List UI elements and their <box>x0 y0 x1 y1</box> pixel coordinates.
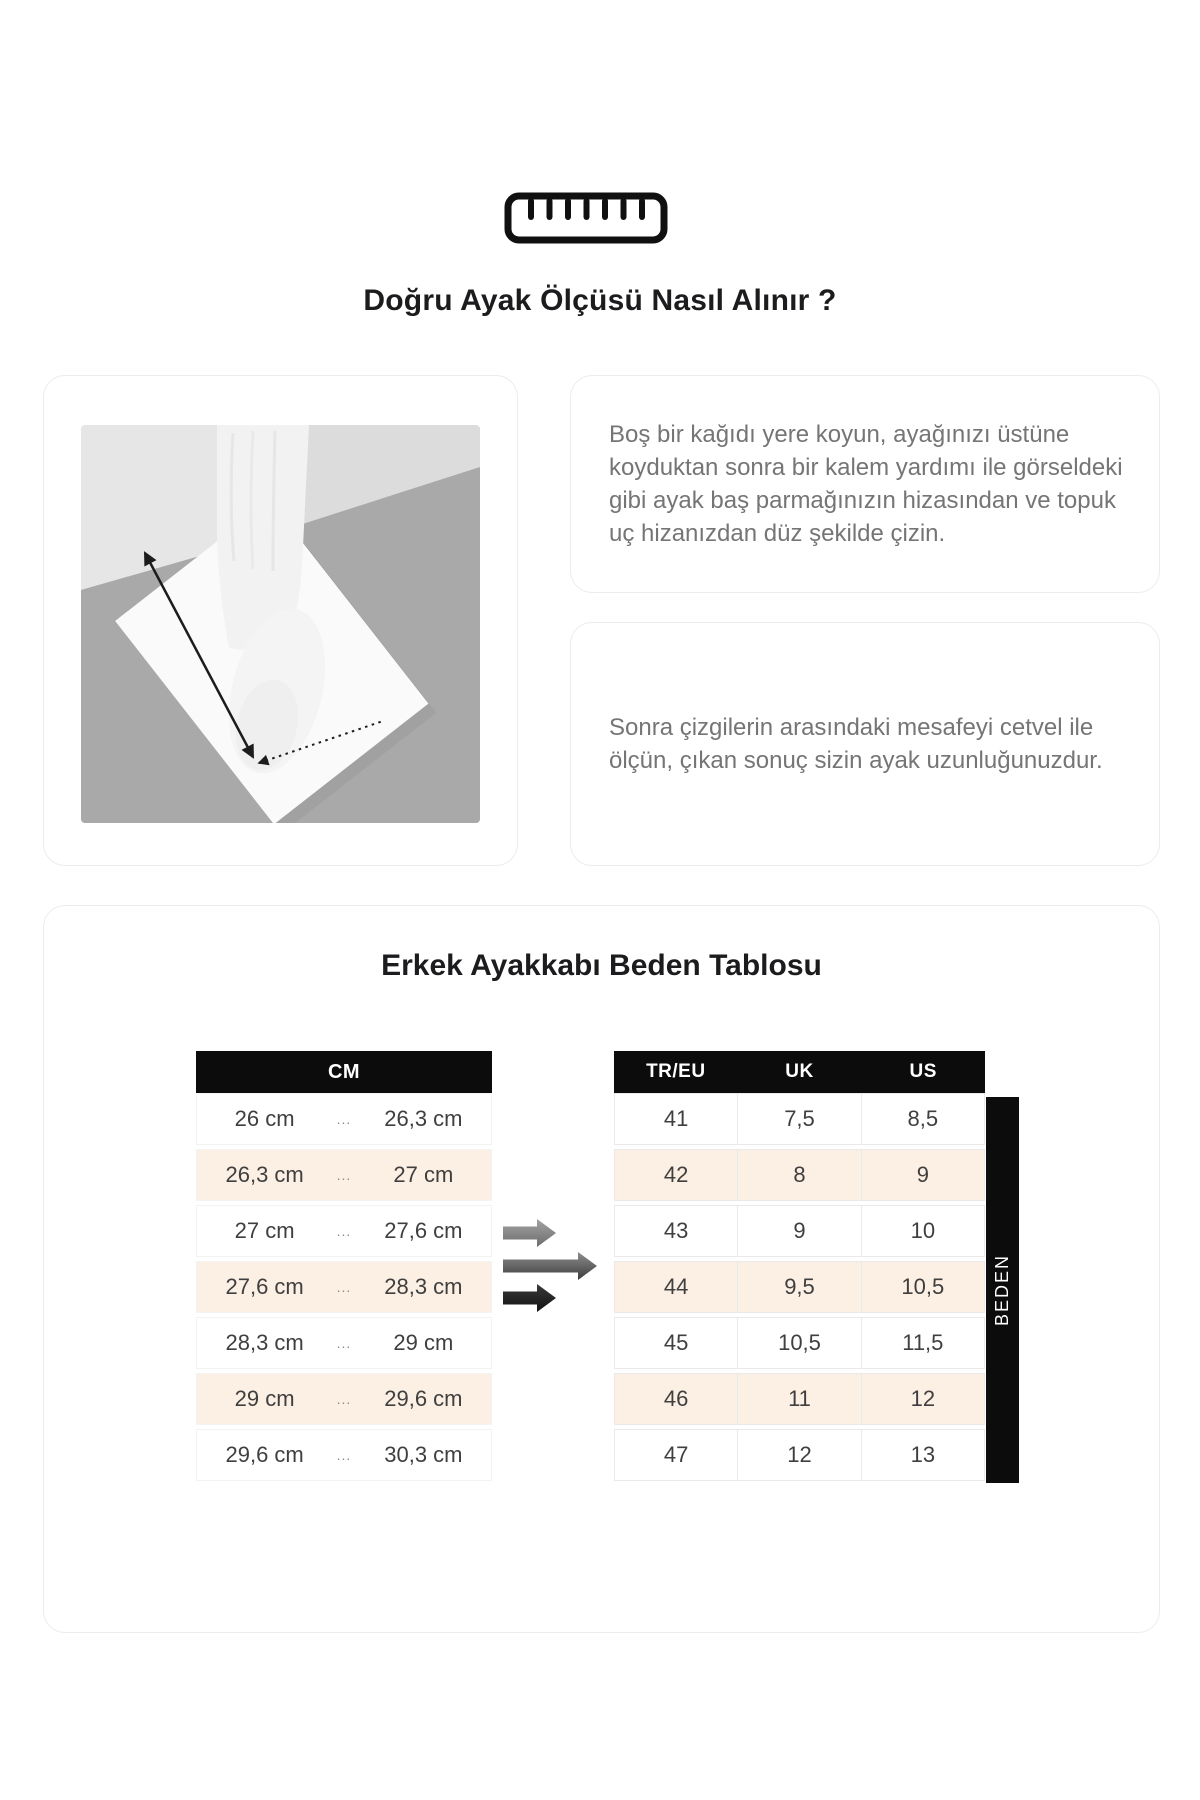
size-cell-tr-eu: 42 <box>663 1162 689 1187</box>
size-table-row <box>614 1373 985 1425</box>
instruction-step-2-card <box>570 622 1160 866</box>
size-table <box>614 1051 985 1481</box>
size-cell-tr-eu: 44 <box>663 1274 689 1299</box>
cm-range-to: 30,3 cm <box>384 1442 463 1467</box>
size-table-header-uk: UK <box>785 1061 814 1082</box>
size-table-row <box>614 1149 985 1201</box>
size-cell-uk: 11 <box>737 1374 860 1424</box>
size-table-rows <box>614 1093 985 1481</box>
cm-table-row <box>196 1429 492 1481</box>
cm-range-separator: ... <box>336 1447 352 1463</box>
cm-table-row <box>196 1261 492 1313</box>
cm-range-to: 28,3 cm <box>384 1274 463 1299</box>
cm-range-from: 28,3 cm <box>225 1330 304 1355</box>
cm-range-separator: ... <box>336 1223 352 1239</box>
size-cell-uk: 10,5 <box>737 1318 860 1368</box>
cm-range-from: 29 cm <box>234 1386 295 1411</box>
foot-measurement-photo <box>81 425 480 823</box>
size-cell-uk: 8 <box>737 1150 860 1200</box>
measurement-photo-card <box>43 375 518 866</box>
size-cell-uk: 9 <box>737 1206 860 1256</box>
size-cell-us: 10 <box>861 1206 984 1256</box>
size-table-row <box>614 1261 985 1313</box>
size-cell-us: 12 <box>861 1374 984 1424</box>
instruction-step-1-card <box>570 375 1160 593</box>
cm-range-separator: ... <box>336 1111 352 1127</box>
size-table-header <box>614 1051 985 1093</box>
size-cell-tr-eu: 46 <box>663 1386 689 1411</box>
size-table-row <box>614 1093 985 1145</box>
cm-table-row <box>196 1205 492 1257</box>
cm-table-row <box>196 1373 492 1425</box>
cm-table-rows <box>196 1093 492 1481</box>
cm-range-separator: ... <box>336 1279 352 1295</box>
size-table-row <box>614 1429 985 1481</box>
size-table-row <box>614 1205 985 1257</box>
instruction-step-1-text: Boş bir kağıdı yere koyun, ayağınızı üstüne koyduktan sonra bir kalem yardımı ile görseldeki gibi ayak baş parmağınızın hizasından ve topuk uç hizanızdan düz şekilde çizin. <box>609 421 1123 547</box>
instruction-step-2-text: Sonra çizgilerin arasındaki mesafeyi cetvel ile ölçün, çıkan sonuç sizin ayak uzunluğunuzdur. <box>609 714 1103 774</box>
ruler-icon <box>504 192 668 244</box>
size-cell-uk: 7,5 <box>737 1094 860 1144</box>
size-cell-us: 8,5 <box>861 1094 984 1144</box>
page-title: Doğru Ayak Ölçüsü Nasıl Alınır ? <box>363 284 837 317</box>
cm-range-separator: ... <box>336 1167 352 1183</box>
cm-range-from: 26,3 cm <box>225 1162 304 1187</box>
size-cell-uk: 9,5 <box>737 1262 860 1312</box>
cm-range-from: 29,6 cm <box>225 1442 304 1467</box>
cm-table-header: CM <box>196 1051 492 1093</box>
cm-range-from: 26 cm <box>234 1106 295 1131</box>
size-cell-tr-eu: 41 <box>663 1106 689 1131</box>
size-chart-card <box>43 905 1160 1633</box>
cm-range-to: 26,3 cm <box>384 1106 463 1131</box>
cm-range-separator: ... <box>336 1335 352 1351</box>
size-cell-uk: 12 <box>737 1430 860 1480</box>
size-cell-us: 13 <box>861 1430 984 1480</box>
cm-range-to: 29,6 cm <box>384 1386 463 1411</box>
cm-table <box>196 1051 492 1481</box>
cm-range-to: 27,6 cm <box>384 1218 463 1243</box>
cm-range-from: 27 cm <box>234 1218 295 1243</box>
size-cell-tr-eu: 45 <box>663 1330 689 1355</box>
cm-table-row <box>196 1317 492 1369</box>
conversion-arrows-icon <box>503 1217 603 1313</box>
size-chart-title: Erkek Ayakkabı Beden Tablosu <box>381 949 822 982</box>
beden-vertical-label: BEDEN <box>986 1097 1019 1483</box>
cm-range-to: 29 cm <box>393 1330 454 1355</box>
size-cell-us: 11,5 <box>861 1318 984 1368</box>
cm-table-row <box>196 1149 492 1201</box>
cm-range-separator: ... <box>336 1391 352 1407</box>
size-cell-us: 10,5 <box>861 1262 984 1312</box>
size-table-row <box>614 1317 985 1369</box>
cm-table-row <box>196 1093 492 1145</box>
cm-range-to: 27 cm <box>393 1162 454 1187</box>
size-cell-us: 9 <box>861 1150 984 1200</box>
size-cell-tr-eu: 43 <box>663 1218 689 1243</box>
size-cell-tr-eu: 47 <box>663 1442 689 1467</box>
size-table-header-us: US <box>909 1061 937 1082</box>
size-table-header-tr-eu: TR/EU <box>646 1061 706 1082</box>
cm-range-from: 27,6 cm <box>225 1274 304 1299</box>
